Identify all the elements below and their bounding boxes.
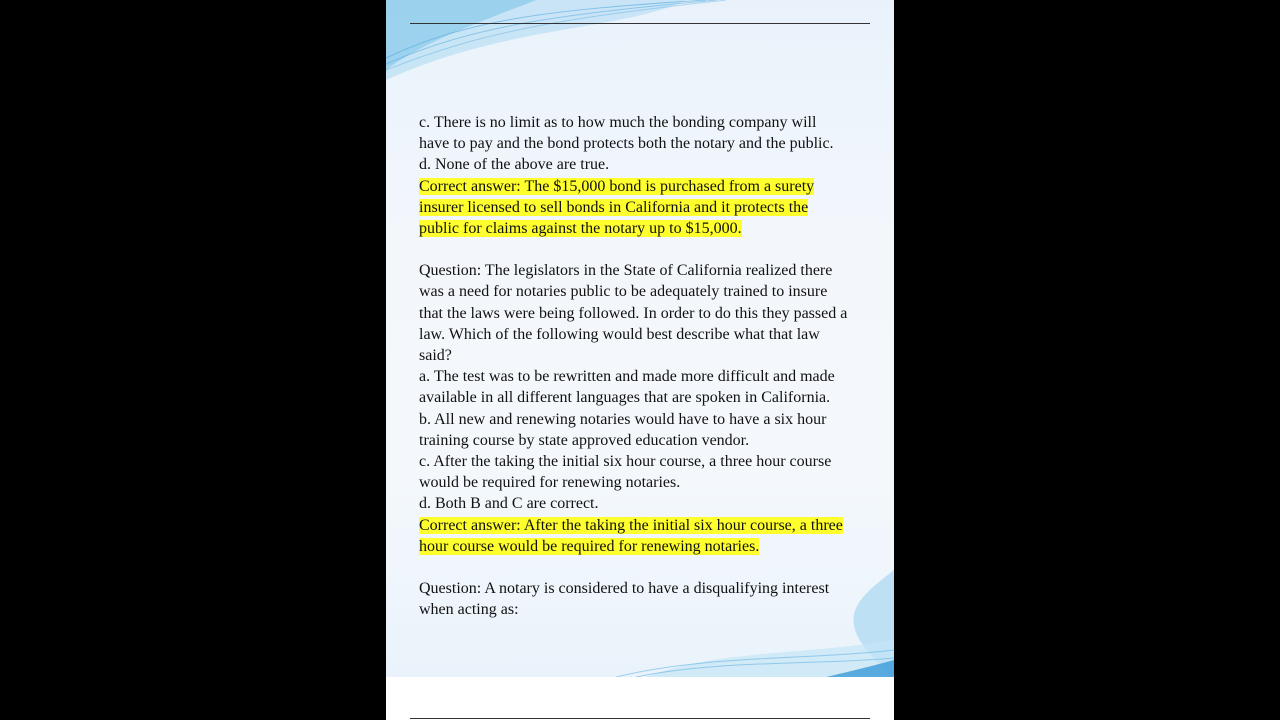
header-rule: [410, 23, 870, 24]
paragraph-gap: [419, 239, 849, 260]
question-text: Question: A notary is considered to have a disqualifying interest when acting as:: [419, 580, 830, 619]
answer-option: b. All new and renewing notaries would have to have a six hour training course by state approved education vendor.: [419, 410, 827, 449]
answer-option: d. Both B and C are correct.: [419, 495, 599, 513]
question-text: Question: The legislators in the State of California realized there was a need for notaries public to be adequately trained to insure that the laws were being followed. In order to do this they passed a law. Which of the following would best describe what that law said?: [419, 262, 848, 365]
answer-option: d. None of the above are true.: [419, 156, 610, 174]
answer-option: c. There is no limit as to how much the bonding company will have to pay and the bond protects both the notary and the public.: [419, 114, 834, 153]
answer-option: a. The test was to be rewritten and made more difficult and made available in all different languages that are spoken in California.: [419, 368, 835, 407]
next-page-top: [386, 677, 894, 720]
next-page-header-rule: [410, 718, 870, 719]
document-page: [386, 0, 894, 677]
correct-answer: [419, 515, 849, 557]
document-body: [419, 112, 849, 620]
correct-answer: [419, 176, 849, 240]
correct-answer-highlight: Correct answer: After the taking the initial six hour course, a three hour course would be required for renewing notaries.: [419, 516, 843, 555]
paragraph-gap: [419, 557, 849, 578]
correct-answer-highlight: Correct answer: The $15,000 bond is purchased from a surety insurer licensed to sell bonds in California and it protects the public for claims against the notary up to $15,000.: [419, 177, 815, 238]
answer-option: c. After the taking the initial six hour course, a three hour course would be required for renewing notaries.: [419, 453, 832, 492]
